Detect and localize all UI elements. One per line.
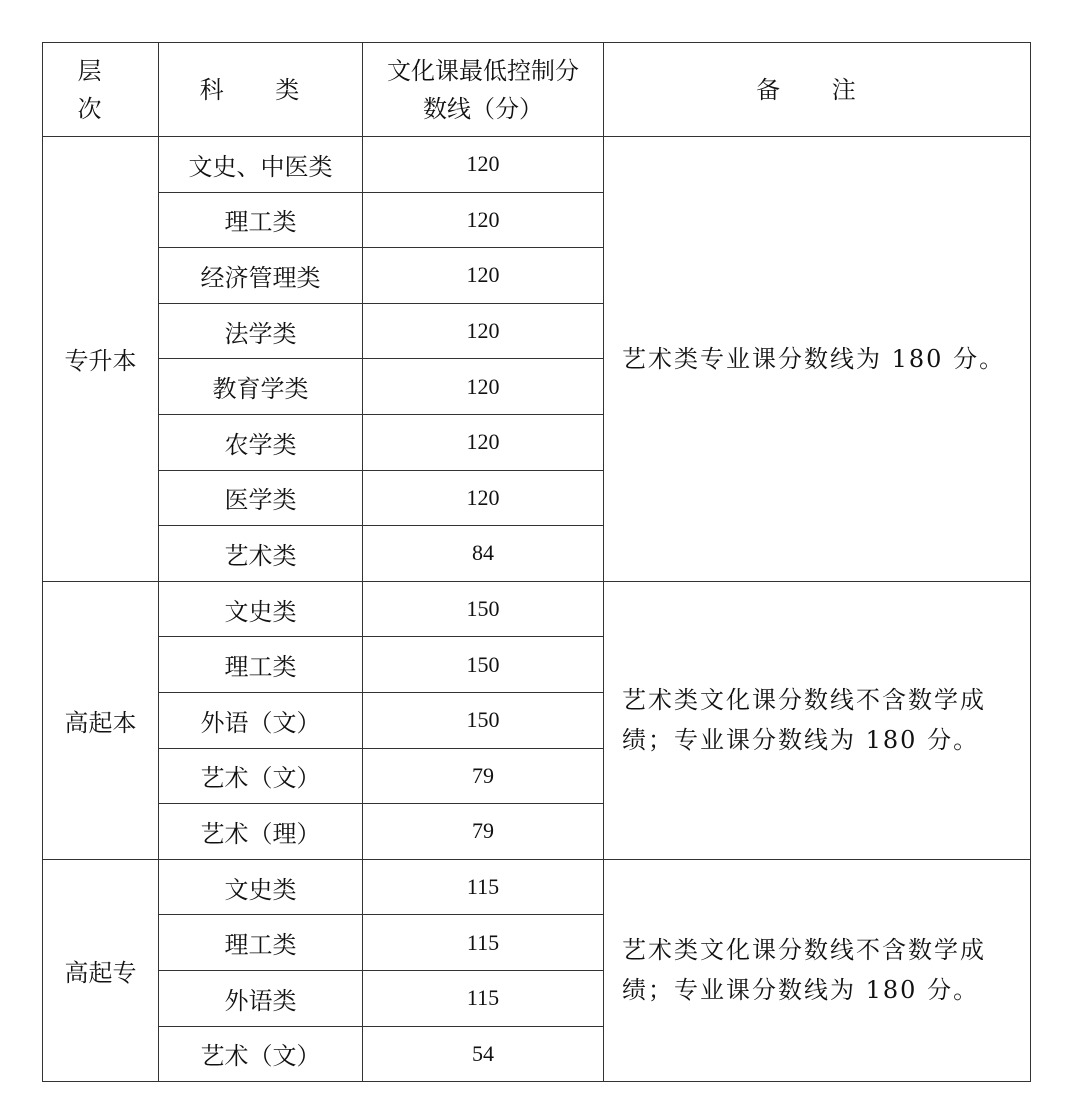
score-cell: 120 [363,303,604,359]
score-cell: 115 [363,859,604,915]
table-body [43,137,1031,1082]
score-cell: 120 [363,137,604,193]
note-cell: 艺术类文化课分数线不含数学成绩；专业课分数线为 180 分。 [604,581,1031,859]
score-cell: 84 [363,526,604,582]
subject-cell: 法学类 [159,303,363,359]
table-row [43,581,1031,637]
header-score-line1: 文化课最低控制分 [387,56,579,85]
subject-cell: 外语类 [159,970,363,1026]
header-level: 层 次 [43,43,159,137]
level-cell: 高起本 [43,581,159,859]
subject-cell: 经济管理类 [159,248,363,304]
score-cell: 150 [363,692,604,748]
score-cell: 79 [363,748,604,804]
subject-cell: 农学类 [159,414,363,470]
level-cell: 专升本 [43,137,159,582]
note-cell: 艺术类专业课分数线为 180 分。 [604,137,1031,582]
score-cell: 115 [363,915,604,971]
score-cell: 79 [363,804,604,860]
subject-cell: 文史、中医类 [159,137,363,193]
score-cell: 120 [363,414,604,470]
level-cell: 高起专 [43,859,159,1081]
score-cell: 150 [363,581,604,637]
header-score [363,43,604,137]
subject-cell: 艺术（文） [159,1026,363,1082]
subject-cell: 外语（文） [159,692,363,748]
score-cell: 115 [363,970,604,1026]
score-cell: 120 [363,359,604,415]
score-cell: 120 [363,192,604,248]
score-cell: 54 [363,1026,604,1082]
header-row [43,43,1031,137]
subject-cell: 文史类 [159,859,363,915]
header-score-line2: 数线（分） [423,94,543,123]
header-note: 备 注 [604,43,1031,137]
table-row [43,859,1031,915]
score-cell: 120 [363,470,604,526]
subject-cell: 医学类 [159,470,363,526]
subject-cell: 理工类 [159,637,363,693]
subject-cell: 文史类 [159,581,363,637]
header-subject: 科 类 [159,43,363,137]
subject-cell: 教育学类 [159,359,363,415]
score-cell: 120 [363,248,604,304]
subject-cell: 理工类 [159,915,363,971]
subject-cell: 理工类 [159,192,363,248]
score-cell: 150 [363,637,604,693]
subject-cell: 艺术（理） [159,804,363,860]
score-table [42,42,1031,1082]
subject-cell: 艺术类 [159,526,363,582]
subject-cell: 艺术（文） [159,748,363,804]
note-cell: 艺术类文化课分数线不含数学成绩；专业课分数线为 180 分。 [604,859,1031,1081]
table-row [43,137,1031,193]
